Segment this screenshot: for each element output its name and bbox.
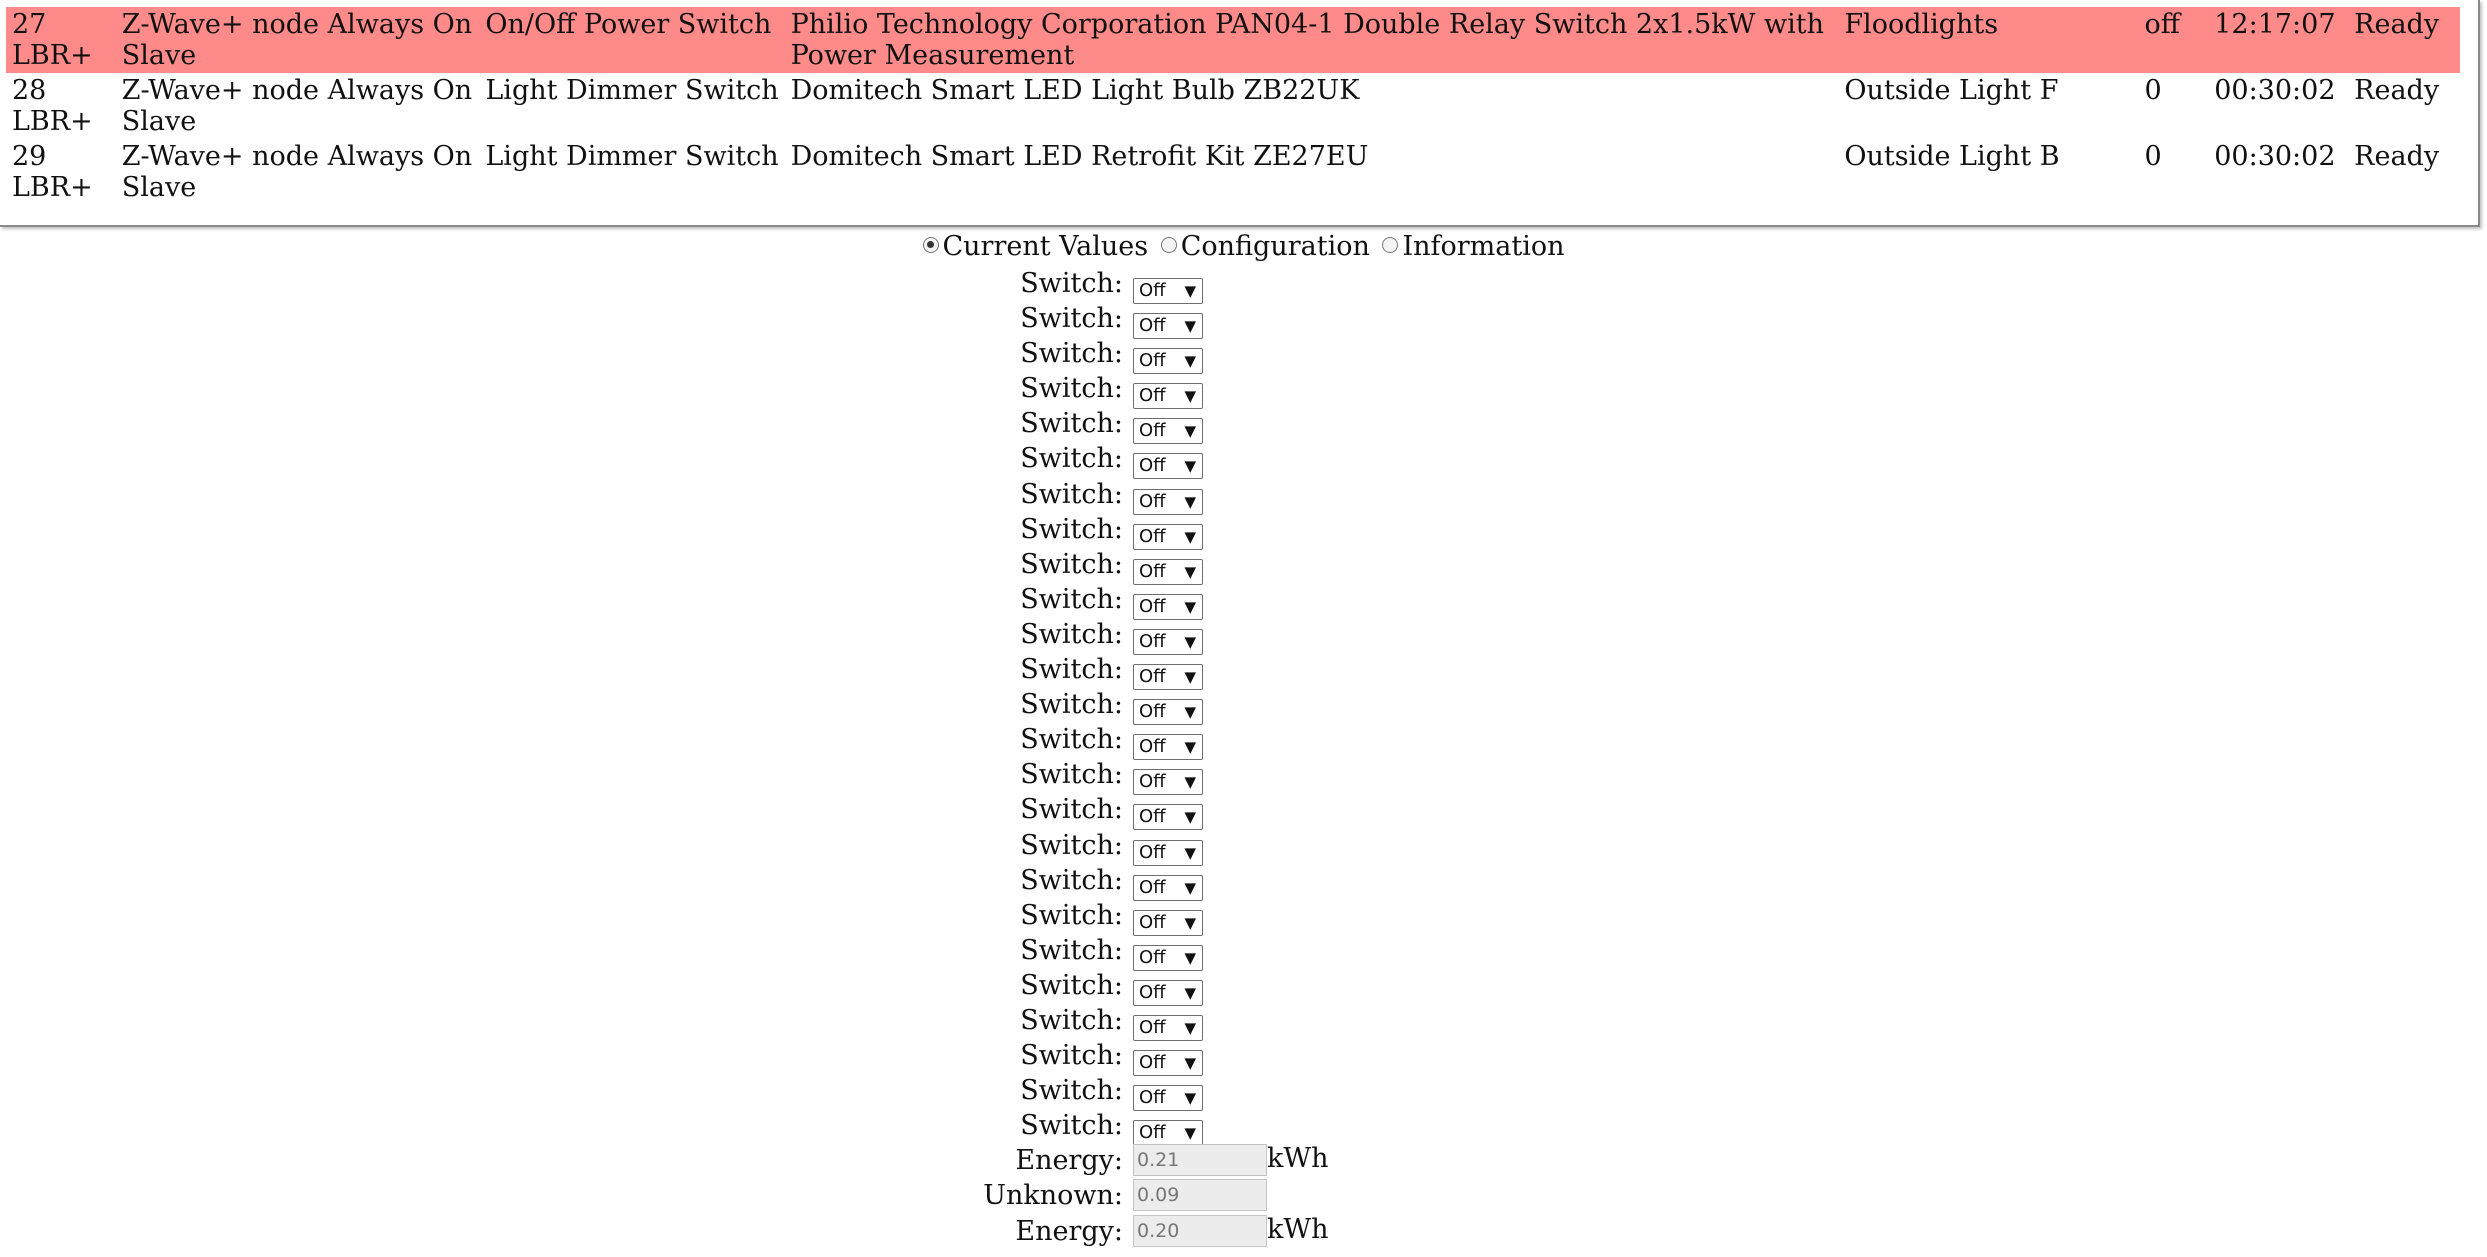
value-label: Switch:: [1020, 1040, 1123, 1072]
switch-select[interactable]: [1133, 945, 1203, 971]
select-value: Off: [1139, 280, 1166, 301]
chevron-down-icon: ▼: [1184, 1054, 1196, 1073]
value-control: [1133, 902, 1203, 937]
value-row: [0, 617, 2487, 652]
value-row: [0, 266, 2487, 301]
chevron-down-icon: ▼: [1184, 948, 1196, 967]
node-row[interactable]: [6, 139, 2460, 205]
value-label: Unknown:: [983, 1180, 1123, 1212]
switch-select[interactable]: [1133, 418, 1203, 444]
switch-select[interactable]: [1133, 594, 1203, 620]
switch-select[interactable]: [1133, 980, 1203, 1006]
chevron-down-icon: ▼: [1184, 282, 1196, 300]
node-status: Ready: [2348, 7, 2460, 73]
value-control: [1133, 551, 1203, 586]
select-value: Off: [1139, 666, 1166, 688]
node-name: Outside Light B: [1844, 141, 2060, 172]
value-label: Switch:: [1020, 794, 1123, 826]
value-row: [0, 1003, 2487, 1038]
node-last-seen: 12:17:07: [2208, 7, 2348, 73]
select-value: Off: [1139, 806, 1166, 828]
switch-select[interactable]: [1133, 629, 1203, 655]
value-control: [1133, 832, 1203, 867]
node-generic-type: Light Dimmer Switch: [485, 141, 779, 172]
value-label: Switch:: [1020, 689, 1123, 721]
select-value: Off: [1139, 630, 1166, 652]
value-label: Switch:: [1020, 268, 1123, 299]
node-id-number: 27: [12, 9, 47, 40]
value-label: Switch:: [1020, 969, 1123, 1001]
chevron-down-icon: ▼: [1184, 738, 1196, 757]
switch-select[interactable]: [1133, 840, 1203, 866]
value-label: Switch:: [1020, 548, 1123, 580]
select-value: Off: [1139, 1087, 1166, 1109]
value-label: Switch:: [1020, 864, 1123, 896]
node-basic-type: Z-Wave+ node Always On Slave: [116, 7, 480, 73]
switch-select[interactable]: [1133, 453, 1203, 479]
select-value: Off: [1139, 455, 1166, 477]
value-label: Switch:: [1020, 513, 1123, 545]
value-label: Switch:: [1020, 618, 1123, 650]
switch-select[interactable]: [1133, 699, 1203, 725]
chevron-down-icon: ▼: [1184, 668, 1196, 687]
value-row: [0, 582, 2487, 617]
value-label: Switch:: [1020, 829, 1123, 861]
switch-select[interactable]: [1133, 559, 1203, 585]
node-id-number: 28: [12, 75, 47, 106]
node-id-number: 29: [12, 141, 47, 172]
value-control: [1133, 761, 1203, 796]
switch-select[interactable]: [1133, 489, 1203, 515]
node-basic-type: Z-Wave+ node Always On Slave: [121, 75, 473, 137]
switch-select[interactable]: [1133, 278, 1203, 304]
tab-configuration[interactable]: [1161, 231, 1370, 262]
node-generic-type: On/Off Power Switch: [479, 7, 784, 73]
node-row[interactable]: [6, 7, 2460, 73]
select-value: Off: [1139, 1016, 1166, 1038]
value-control: [1133, 726, 1203, 761]
select-value: Off: [1139, 560, 1166, 582]
value-row: [0, 1073, 2487, 1108]
chevron-down-icon: ▼: [1184, 562, 1196, 581]
value-control: [1133, 340, 1203, 375]
radio-button[interactable]: [923, 237, 939, 253]
value-row: [0, 828, 2487, 863]
switch-select[interactable]: [1133, 769, 1203, 795]
node-row[interactable]: [6, 73, 2460, 139]
select-value: Off: [1139, 736, 1166, 758]
chevron-down-icon: ▼: [1184, 878, 1196, 897]
chevron-down-icon: ▼: [1184, 632, 1196, 651]
chevron-down-icon: ▼: [1184, 843, 1196, 862]
node-last-seen: 00:30:02: [2214, 75, 2336, 106]
value-row: [0, 301, 2487, 336]
select-value: Off: [1139, 420, 1166, 442]
value-control: [1133, 656, 1203, 691]
value-row: [0, 898, 2487, 933]
value-label: Switch:: [1020, 759, 1123, 791]
value-label: Switch:: [1020, 443, 1123, 475]
chevron-down-icon: ▼: [1184, 457, 1196, 476]
value-label: Switch:: [1020, 1110, 1123, 1142]
node-id-suffix: LBR+: [12, 172, 93, 203]
node-table: [6, 7, 2460, 205]
select-value: Off: [1139, 771, 1166, 793]
value-control: [1133, 1077, 1203, 1112]
select-value: Off: [1139, 350, 1166, 372]
select-value: Off: [1139, 876, 1166, 898]
value-row: [0, 512, 2487, 547]
values-form: [0, 266, 2487, 1249]
readonly-value-field[interactable]: 0.21: [1133, 1144, 1267, 1176]
chevron-down-icon: ▼: [1184, 773, 1196, 792]
value-control: [1133, 1144, 1329, 1179]
value-row: [0, 441, 2487, 476]
chevron-down-icon: ▼: [1184, 1089, 1196, 1108]
tab-label: Information: [1402, 231, 1565, 262]
select-value: Off: [1139, 315, 1166, 337]
value-row: [0, 757, 2487, 792]
value-control: [1133, 305, 1203, 340]
select-value: Off: [1139, 701, 1166, 723]
radio-button[interactable]: [1161, 237, 1177, 253]
select-value: Off: [1139, 385, 1166, 407]
tab-current-values[interactable]: [923, 231, 1149, 262]
value-row: [0, 1143, 2487, 1178]
switch-select[interactable]: [1133, 804, 1203, 830]
value-control: [1133, 1007, 1203, 1042]
select-value: Off: [1139, 841, 1166, 863]
value-label: Switch:: [1020, 654, 1123, 686]
readonly-value-field[interactable]: 0.09: [1133, 1179, 1267, 1211]
node-basic-type: Z-Wave+ node Always On Slave: [121, 141, 473, 203]
node-status: Ready: [2354, 141, 2440, 172]
value-label: Switch:: [1020, 1004, 1123, 1036]
value-control: [1133, 586, 1203, 621]
value-label: Switch:: [1020, 934, 1123, 966]
value-control: [1133, 270, 1203, 305]
switch-select[interactable]: [1133, 1050, 1203, 1076]
node-product: Philio Technology Corporation PAN04-1 Double Relay Switch 2x1.5kW with Power Measurement: [785, 7, 1839, 73]
chevron-down-icon: ▼: [1184, 703, 1196, 722]
chevron-down-icon: ▼: [1184, 422, 1196, 441]
select-value: Off: [1139, 490, 1166, 512]
node-id: [6, 73, 116, 139]
node-product: Domitech Smart LED Retrofit Kit ZE27EU: [790, 141, 1369, 172]
value-control: [1133, 621, 1203, 656]
value-row: [0, 336, 2487, 371]
node-generic-type: Light Dimmer Switch: [485, 75, 779, 106]
chevron-down-icon: ▼: [1184, 352, 1196, 371]
node-id-suffix: LBR+: [12, 40, 93, 71]
value-label: Switch:: [1020, 583, 1123, 615]
chevron-down-icon: ▼: [1184, 1124, 1196, 1143]
value-row: [0, 371, 2487, 406]
value-control: [1133, 1112, 1203, 1147]
select-value: Off: [1139, 595, 1166, 617]
value-tabs: [0, 230, 2487, 264]
value-row: [0, 863, 2487, 898]
value-row: [0, 1178, 2487, 1213]
value-control: [1133, 410, 1203, 445]
chevron-down-icon: ▼: [1184, 492, 1196, 511]
node-status: Ready: [2354, 75, 2440, 106]
select-value: Off: [1139, 946, 1166, 968]
select-value: Off: [1139, 525, 1166, 547]
value-unit: kWh: [1267, 1213, 1329, 1245]
value-unit: kWh: [1267, 1143, 1329, 1175]
value-label: Switch:: [1020, 373, 1123, 405]
select-value: Off: [1139, 1122, 1166, 1144]
tab-information[interactable]: [1382, 231, 1564, 262]
value-label: Switch:: [1020, 899, 1123, 931]
switch-select[interactable]: [1133, 664, 1203, 690]
node-id: [6, 7, 116, 73]
value-row: [0, 406, 2487, 441]
value-row: [0, 968, 2487, 1003]
value-label: Switch:: [1020, 338, 1123, 370]
switch-select[interactable]: [1133, 383, 1203, 409]
value-row: [0, 547, 2487, 582]
value-control: [1133, 796, 1203, 831]
select-value: Off: [1139, 911, 1166, 933]
value-control: [1133, 1215, 1329, 1250]
value-label: Switch:: [1020, 478, 1123, 510]
node-list-panel: [0, 0, 2480, 227]
chevron-down-icon: ▼: [1184, 808, 1196, 827]
value-control: [1133, 1042, 1203, 1077]
switch-select[interactable]: [1133, 875, 1203, 901]
node-name: Floodlights: [1838, 7, 2138, 73]
value-row: [0, 933, 2487, 968]
node-value: off: [2139, 7, 2209, 73]
value-row: [0, 792, 2487, 827]
chevron-down-icon: ▼: [1184, 527, 1196, 546]
value-label: Switch:: [1020, 724, 1123, 756]
value-row: [0, 1214, 2487, 1249]
value-control: [1133, 445, 1203, 480]
switch-select[interactable]: [1133, 524, 1203, 550]
chevron-down-icon: ▼: [1184, 387, 1196, 406]
readonly-value-field[interactable]: 0.20: [1133, 1215, 1267, 1247]
switch-select[interactable]: [1133, 1015, 1203, 1041]
node-last-seen: 00:30:02: [2214, 141, 2336, 172]
node-name: Outside Light F: [1844, 75, 2059, 106]
value-label: Switch:: [1020, 408, 1123, 440]
tab-label: Configuration: [1180, 231, 1370, 262]
value-row: [0, 1108, 2487, 1143]
value-control: [1133, 516, 1203, 551]
value-control: [1133, 972, 1203, 1007]
radio-button[interactable]: [1382, 237, 1398, 253]
switch-select[interactable]: [1133, 1120, 1203, 1146]
chevron-down-icon: ▼: [1184, 1018, 1196, 1037]
value-control: [1133, 481, 1203, 516]
value-row: [0, 722, 2487, 757]
switch-select[interactable]: [1133, 1085, 1203, 1111]
select-value: Off: [1139, 981, 1166, 1003]
chevron-down-icon: ▼: [1184, 983, 1196, 1002]
node-product: Domitech Smart LED Light Bulb ZB22UK: [790, 75, 1360, 106]
switch-select[interactable]: [1133, 910, 1203, 936]
switch-select[interactable]: [1133, 348, 1203, 374]
value-label: Energy:: [1015, 1145, 1123, 1177]
value-label: Energy:: [1015, 1215, 1123, 1247]
value-label: Switch:: [1020, 303, 1123, 335]
value-control: [1133, 937, 1203, 972]
node-id-suffix: LBR+: [12, 106, 93, 137]
select-value: Off: [1139, 1052, 1166, 1074]
value-control: [1133, 1179, 1267, 1214]
value-row: [0, 687, 2487, 722]
chevron-down-icon: ▼: [1184, 913, 1196, 932]
value-row: [0, 477, 2487, 512]
chevron-down-icon: ▼: [1184, 317, 1196, 336]
node-id: [6, 139, 116, 205]
chevron-down-icon: ▼: [1184, 597, 1196, 616]
value-label: Switch:: [1020, 1075, 1123, 1107]
switch-select[interactable]: [1133, 734, 1203, 760]
node-value: 0: [2144, 75, 2162, 106]
switch-select[interactable]: [1133, 313, 1203, 339]
value-control: [1133, 375, 1203, 410]
value-control: [1133, 867, 1203, 902]
value-row: [0, 652, 2487, 687]
node-value: 0: [2144, 141, 2162, 172]
value-row: [0, 1038, 2487, 1073]
tab-label: Current Values: [942, 231, 1149, 262]
value-control: [1133, 691, 1203, 726]
